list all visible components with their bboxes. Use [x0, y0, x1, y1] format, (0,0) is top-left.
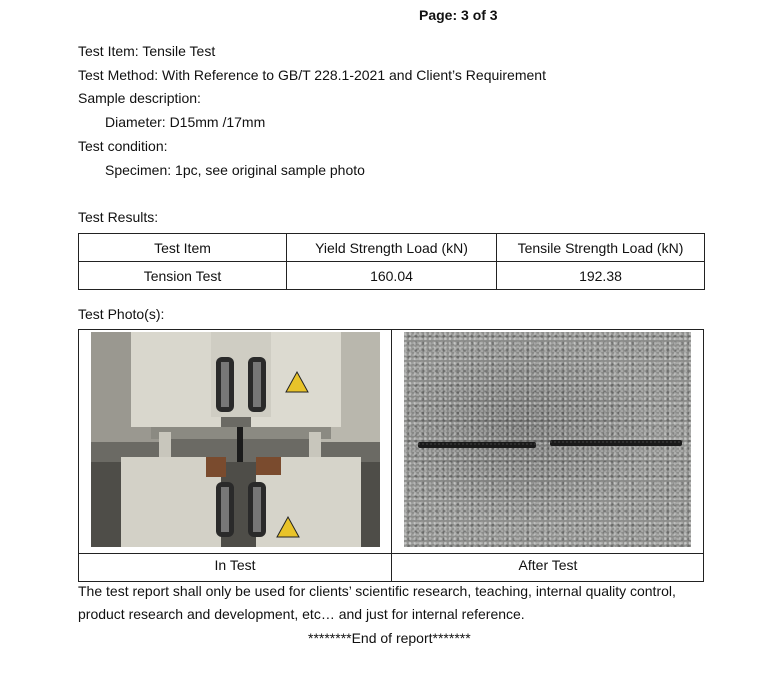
test-photos-label: Test Photo(s):	[78, 306, 165, 322]
header-tensile-strength: Tensile Strength Load (kN)	[497, 234, 705, 262]
test-method-line: Test Method: With Reference to GB/T 228.1-2021 and Client’s Requirement	[78, 67, 546, 83]
test-condition-label: Test condition:	[78, 138, 168, 154]
diameter-line: Diameter: D15mm /17mm	[105, 114, 266, 130]
test-item-line: Test Item: Tensile Test	[78, 43, 216, 59]
test-results-label: Test Results:	[78, 209, 159, 225]
tensile-machine-illustration	[91, 332, 380, 547]
photo-frame	[78, 329, 704, 582]
specimen-line: Specimen: 1pc, see original sample photo	[105, 162, 365, 178]
sample-description-label: Sample description:	[78, 90, 201, 106]
after-test-photo	[404, 332, 691, 547]
photo-divider-horizontal	[79, 553, 703, 554]
results-header-row	[79, 234, 705, 262]
cell-test-item: Tension Test	[79, 262, 287, 290]
header-test-item: Test Item	[79, 234, 287, 262]
disclaimer-line-2: product research and development, etc… and just for internal reference.	[78, 606, 525, 622]
end-of-report: ********End of report*******	[308, 630, 471, 646]
cell-yield-strength: 160.04	[287, 262, 497, 290]
page-number: Page: 3 of 3	[419, 7, 498, 23]
broken-specimen-illustration	[404, 332, 691, 547]
photo-divider-vertical	[391, 330, 392, 581]
after-test-caption: After Test	[518, 557, 578, 573]
table-row	[79, 262, 705, 290]
in-test-photo	[91, 332, 380, 547]
header-yield-strength: Yield Strength Load (kN)	[287, 234, 497, 262]
results-table	[78, 233, 705, 290]
cell-tensile-strength: 192.38	[497, 262, 705, 290]
in-test-caption: In Test	[214, 557, 256, 573]
disclaimer-line-1: The test report shall only be used for clients’ scientific research, teaching, internal quality control,	[78, 583, 676, 599]
